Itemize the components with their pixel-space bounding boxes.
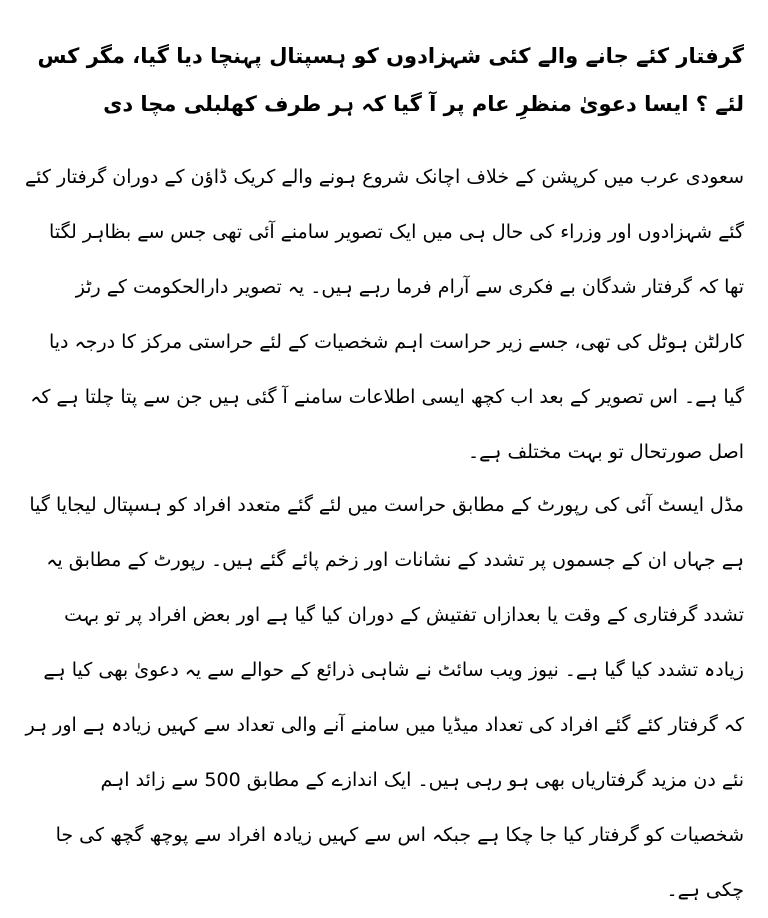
news-article — [24, 0, 744, 906]
article-paragraph-2: مڈل ایسٹ آئی کی رپورٹ کے مطابق حراست میں لئے گئے متعدد افراد کو ہسپتال لیجایا گیا ہے جہاں ان کے جسموں پر تشدد کے نشانات اور زخم پائے گئے ہیں۔ رپورٹ کے مطابق یہ تشدد گرفتاری کے وقت یا بعدازاں تفتیش کے دوران کیا گیا ہے اور بعض افراد پر تو بہت زیادہ تشدد کیا گیا ہے۔ نیوز ویب سائٹ نے شاہی ذرائع کے حوالے سے یہ دعویٰ بھی کیا ہے کہ گرفتار کئے گئے افراد کی تعداد میڈیا میں سامنے آنے والی تعداد سے کہیں زیادہ ہے اور ہر نئے دن مزید گرفتاریاں بھی ہو رہی ہیں۔ ایک اندازے کے مطابق 500 سے زائد اہم شخصیات کو گرفتار کیا جا چکا ہے جبکہ اس سے کہیں زیادہ افراد سے پوچھ گچھ کی جا چکی ہے۔ — [25, 494, 744, 901]
article-paragraph-1: سعودی عرب میں کرپشن کے خلاف اچانک شروع ہونے والے کریک ڈاؤن کے دوران گرفتار کئے گئے شہزادوں اور وزراء کی حال ہی میں ایک تصویر سامنے آئی تھی جس سے بظاہر لگتا تھا کہ گرفتار شدگان بے فکری سے آرام فرما رہے ہیں۔ یہ تصویر دارالحکومت کے رٹز کارلٹن ہوٹل کی تھی، جسے زیر حراست اہم شخصیات کے لئے حراستی مرکز کا درجہ دیا گیا ہے۔ اس تصویر کے بعد اب کچھ ایسی اطلاعات سامنے آ گئی ہیں جن سے پتا چلتا ہے کہ اصل صورتحال تو بہت مختلف ہے۔ — [25, 166, 744, 463]
article-headline: گرفتار کئے جانے والے کئی شہزادوں کو ہسپتال پہنچا دیا گیا، مگر کس لئے ؟ ایسا دعویٰ منظرِ عام پر آ گیا کہ ہر طرف کھلبلی مچا دی — [37, 44, 744, 116]
